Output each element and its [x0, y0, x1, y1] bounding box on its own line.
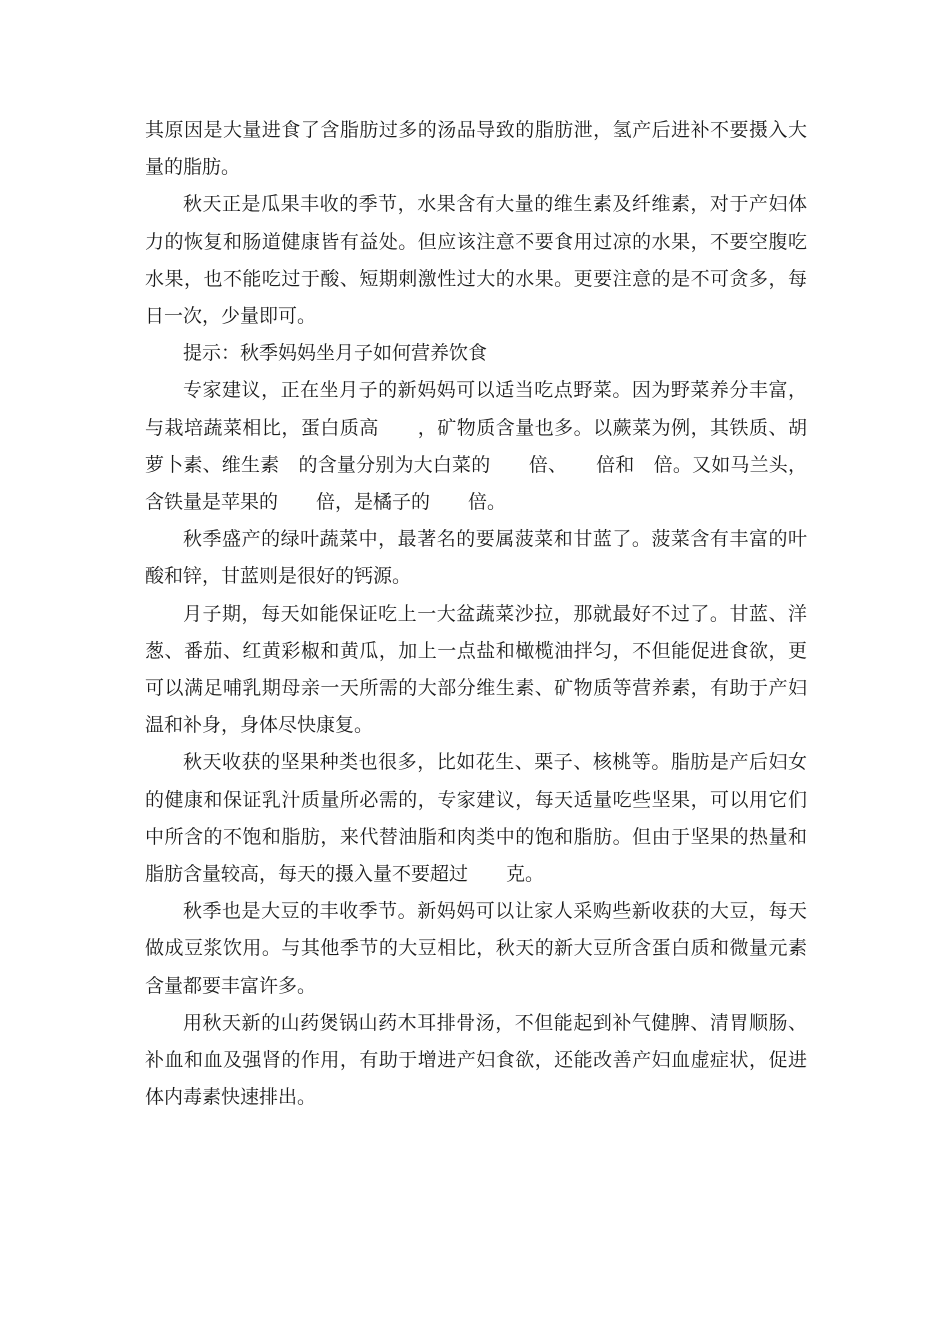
paragraph-7: 秋天收获的坚果种类也很多，比如花生、栗子、核桃等。脂肪是产后妇女的健康和保证乳汁质量所必需的，专家建议，每天适量吃些坚果，可以用它们中所含的不饱和脂肪，来代替油脂和肉类中的饱和脂肪。但由于坚果的热量和脂肪含量较高，每天的摄入量不要超过 克。 — [145, 751, 807, 886]
paragraph-8: 秋季也是大豆的丰收季节。新妈妈可以让家人采购些新收获的大豆，每天做成豆浆饮用。与其他季节的大豆相比，秋天的新大豆所含蛋白质和微量元素含量都要丰富许多。 — [145, 900, 807, 997]
document-body — [145, 112, 807, 1116]
paragraph-3-tip: 提示：秋季妈妈坐月子如何营养饮食 — [183, 342, 488, 365]
paragraph-1: 其原因是大量进食了含脂肪过多的汤品导致的脂肪泄，氢产后进补不要摄入大量的脂肪。 — [145, 119, 807, 179]
paragraph-5: 秋季盛产的绿叶蔬菜中，最著名的要属菠菜和甘蓝了。菠菜含有丰富的叶酸和锌，甘蓝则是很好的钙源。 — [145, 528, 807, 588]
paragraph-9: 用秋天新的山药煲锅山药木耳排骨汤，不但能起到补气健脾、清胃顺肠、补血和血及强肾的作用，有助于增进产妇食欲，还能改善产妇血虚症状，促进体内毒素快速排出。 — [145, 1011, 807, 1109]
paragraph-6: 月子期，每天如能保证吃上一大盆蔬菜沙拉，那就最好不过了。甘蓝、洋葱、番茄、红黄彩椒和黄瓜，加上一点盐和橄榄油拌匀，不但能促进食欲，更可以满足哺乳期母亲一天所需的大部分维生素、矿物质等营养素，有助于产妇温和补身，身体尽快康复。 — [145, 602, 807, 737]
paragraph-2: 秋天正是瓜果丰收的季节，水果含有大量的维生素及纤维素，对于产妇体力的恢复和肠道健康皆有益处。但应该注意不要食用过凉的水果，不要空腹吃水果，也不能吃过于酸、短期刺激性过大的水果。更要注意的是不可贪多，每日一次，少量即可。 — [145, 193, 807, 328]
paragraph-4: 专家建议，正在坐月子的新妈妈可以适当吃点野菜。因为野菜养分丰富，与栽培蔬菜相比，蛋白质高 ，矿物质含量也多。以蕨菜为例，其铁质、胡萝卜素、维生素 的含量分别为大白菜的 倍、 倍和 倍。又如马兰头，含铁量是苹果的 倍，是橘子的 倍。 — [145, 379, 807, 514]
